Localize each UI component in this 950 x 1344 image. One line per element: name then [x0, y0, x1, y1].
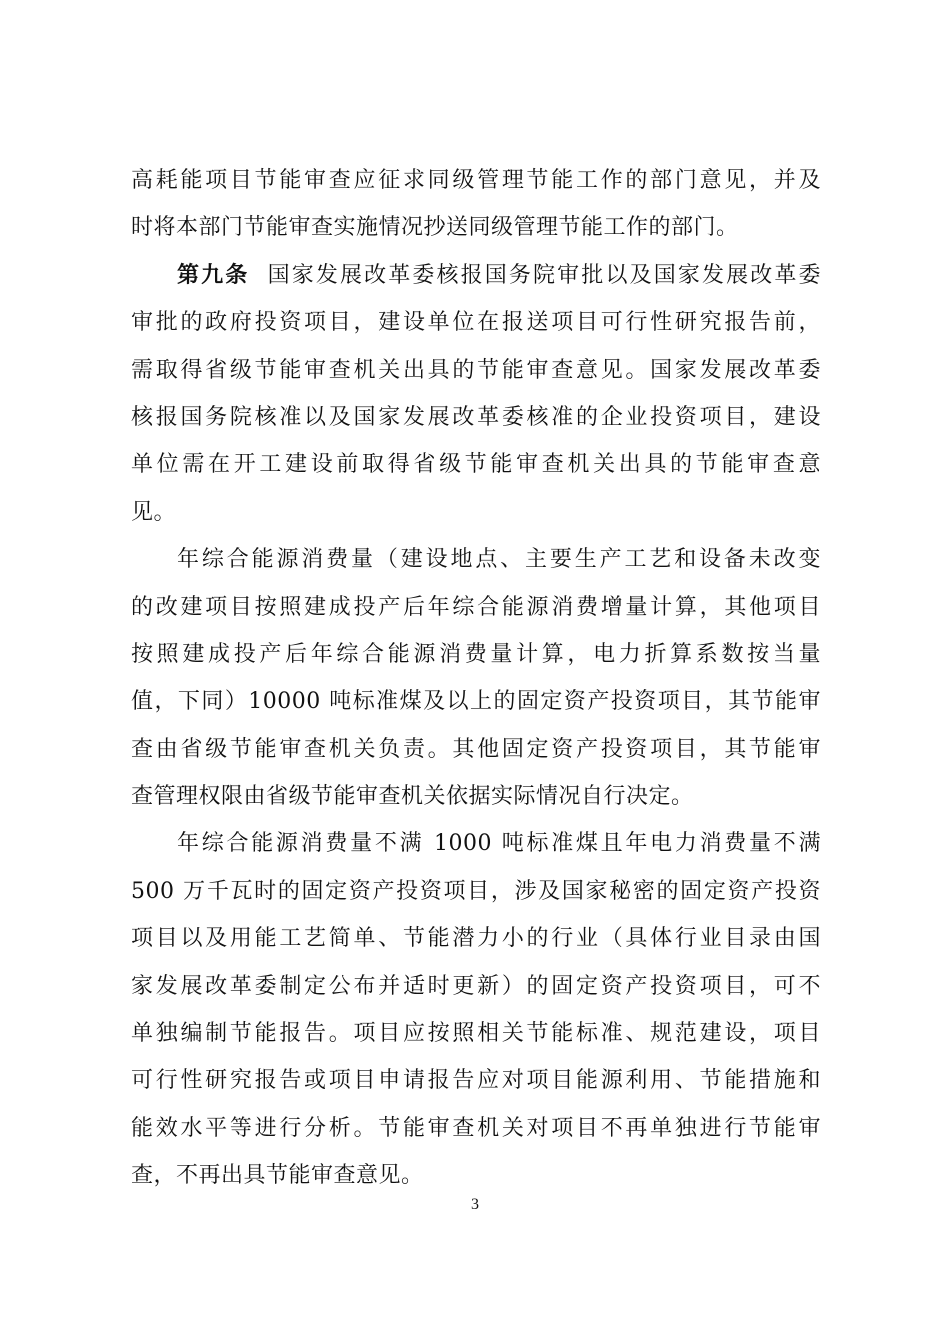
text-line: 时将本部门节能审查实施情况抄送同级管理节能工作的部门。	[131, 215, 739, 241]
text-line: 的改建项目按照建成投产后年综合能源消费增量计算，其他项目	[131, 594, 821, 620]
article-text: 国家发展改革委核报国务院审批以及国家发展改革委	[267, 262, 821, 288]
text-line: 家发展改革委制定公布并适时更新）的固定资产投资项目，可不	[131, 973, 821, 999]
text-line: 按照建成投产后年综合能源消费量计算，电力折算系数按当量	[131, 641, 821, 667]
text-line: 核报国务院核准以及国家发展改革委核准的企业投资项目，建设	[131, 404, 821, 430]
text-line: 单位需在开工建设前取得省级节能审查机关出具的节能审查意	[131, 452, 821, 478]
text-line: 需取得省级节能审查机关出具的节能审查意见。国家发展改革委	[131, 357, 821, 383]
text-line	[131, 252, 821, 299]
text-line: 能效水平等进行分析。节能审查机关对项目不再单独进行节能审	[131, 1115, 821, 1141]
article-9-paragraph	[131, 252, 821, 536]
paragraph-continuation	[131, 157, 821, 252]
text-line: 可行性研究报告或项目申请报告应对项目能源利用、节能措施和	[131, 1068, 821, 1094]
text-line: 查由省级节能审查机关负责。其他固定资产投资项目，其节能审	[131, 736, 821, 762]
paragraph-3	[131, 820, 821, 1199]
text-line: 审批的政府投资项目，建设单位在报送项目可行性研究报告前，	[131, 310, 821, 336]
text-line: 高耗能项目节能审查应征求同级管理节能工作的部门意见，并及	[131, 168, 821, 193]
page-number: 3	[471, 1196, 479, 1213]
text-line: 查，不再出具节能审查意见。	[131, 1163, 424, 1189]
text-line: 值，下同）10000 吨标准煤及以上的固定资产投资项目，其节能审	[131, 689, 821, 715]
text-line: 年综合能源消费量（建设地点、主要生产工艺和设备未改变	[177, 547, 821, 573]
text-line: 查管理权限由省级节能审查机关依据实际情况自行决定。	[131, 784, 694, 810]
text-line: 单独编制节能报告。项目应按照相关节能标准、规范建设，项目	[131, 1021, 821, 1047]
text-line: 项目以及用能工艺简单、节能潜力小的行业（具体行业目录由国	[131, 926, 821, 952]
text-line: 500 万千瓦时的固定资产投资项目，涉及国家秘密的固定资产投资	[131, 878, 821, 904]
article-label: 第九条	[177, 262, 250, 288]
text-line: 见。	[131, 499, 177, 525]
text-line: 年综合能源消费量不满 1000 吨标准煤且年电力消费量不满	[177, 831, 821, 857]
paragraph-2	[131, 536, 821, 820]
body-text	[131, 157, 821, 1200]
